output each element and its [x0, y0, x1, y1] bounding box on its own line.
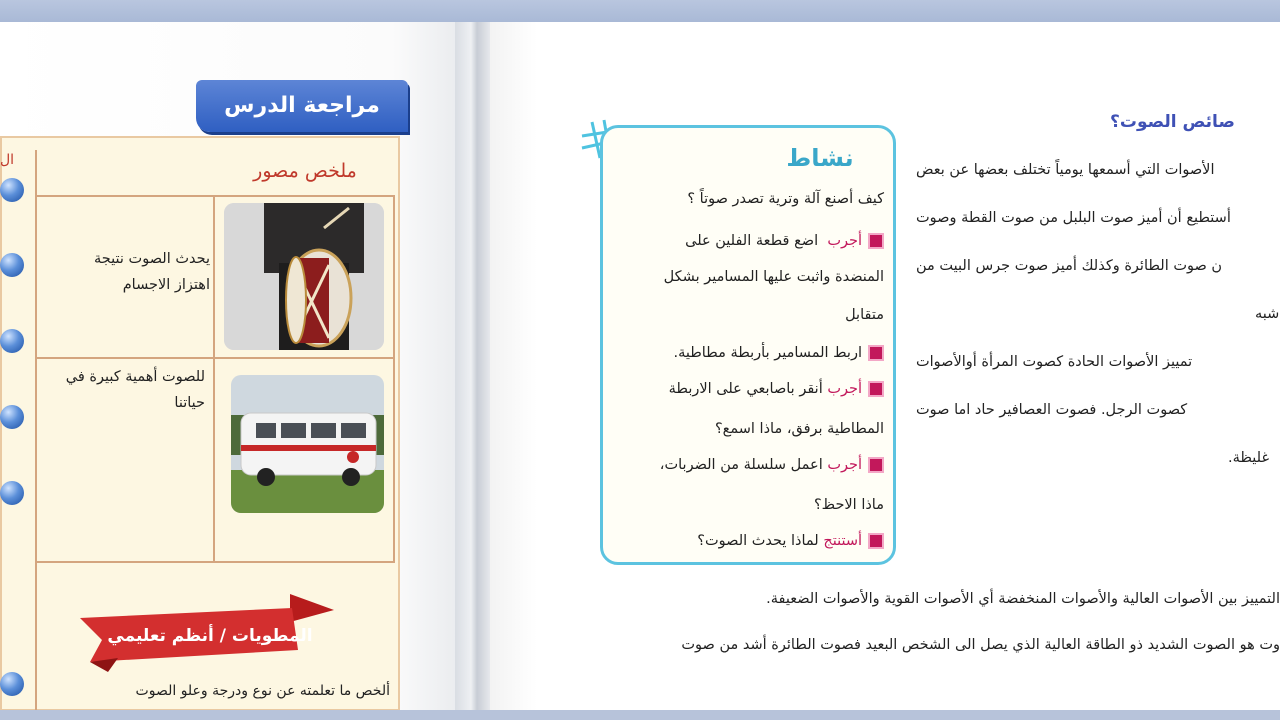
step3-text: أنقر باصابعي على الاربطة [668, 381, 823, 397]
activity-step3-cont: المطاطية برفق، ماذا اسمع؟ [714, 421, 884, 437]
table-divider [35, 195, 395, 197]
activity-step4-cont: ماذا الاحظ؟ [813, 497, 884, 513]
blue-bullet [0, 481, 24, 505]
summary-header: ملخص مصور [253, 160, 357, 182]
bottom-line-1: التمييز بين الأصوات العالية والأصوات المنخفضة أي الأصوات القوية والأصوات الضعيفة. [766, 591, 1280, 607]
ambulance-photo [231, 375, 384, 513]
right-column [910, 100, 1280, 480]
blue-bullet [0, 329, 24, 353]
blue-bullet [0, 405, 24, 429]
section-heading: صائص الصوت؟ [1110, 112, 1235, 132]
blue-bullet [0, 672, 24, 696]
row1-text: يحدث الصوت نتيجة اهتزاز الاجسام [94, 251, 210, 293]
step-marker-icon [868, 533, 884, 549]
row2-text: للصوت أهمية كبيرة في حياتنا [65, 369, 205, 411]
activity-step5 [697, 533, 884, 549]
top-bar [0, 0, 1280, 22]
blue-bullet [0, 178, 24, 202]
bottom-text [575, 585, 1280, 665]
step5-text: لماذا يحدث الصوت؟ [697, 533, 819, 549]
activity-title: نشاط [786, 144, 854, 172]
body-line-6: كصوت الرجل. فصوت العصافير حاد اما صوت [916, 402, 1188, 418]
step1-text: اضع قطعة الفلين على [685, 233, 819, 249]
cut-header: ال [0, 152, 15, 168]
body-line-3: ن صوت الطائرة وكذلك أميز صوت جرس البيت من [916, 258, 1223, 274]
step-marker-icon [868, 345, 884, 361]
book-gutter [455, 22, 495, 712]
body-line-1: الأصوات التي أسمعها يومياً تختلف بعضها عن بعض [916, 162, 1215, 178]
table-divider [35, 150, 37, 710]
activity-question: كيف أصنع آلة وترية تصدر صوتاً ؟ [687, 191, 884, 207]
step5-label: أستنتج [823, 533, 862, 549]
activity-step1-cont1: المنضدة واثبت عليها المسامير بشكل [663, 269, 884, 285]
table-divider [35, 561, 395, 563]
activity-step1-cont2: متقابل [845, 307, 884, 323]
foldables-desc: ألخص ما تعلمته عن نوع ودرجة وعلو الصوت [135, 683, 390, 699]
activity-content [612, 185, 884, 555]
bottom-bar [0, 710, 1280, 720]
body-line-5: تمييز الأصوات الحادة كصوت المرأة أوالأصوات [916, 354, 1193, 370]
bottom-line-2: وت هو الصوت الشديد ذو الطاقة العالية الذي يصل الى الشخص البعيد فصوت الطائرة أشد من صوت [681, 637, 1280, 653]
activity-step4 [660, 457, 884, 473]
step-marker-icon [868, 457, 884, 473]
activity-step1 [685, 233, 884, 249]
table-divider [393, 195, 395, 563]
activity-step2 [673, 345, 884, 361]
foldables-label: المطويات / أنظم تعليمي [107, 626, 313, 646]
step1-label: أجرب [827, 233, 862, 249]
step-marker-icon [868, 381, 884, 397]
step3-label: أجرب [827, 381, 862, 397]
table-divider [35, 357, 395, 359]
step4-text: اعمل سلسلة من الضربات، [659, 457, 823, 473]
body-line-4: شبه [1255, 306, 1280, 322]
blue-bullet [0, 253, 24, 277]
activity-step3 [669, 381, 884, 397]
review-title: مراجعة الدرس [196, 80, 408, 132]
step-marker-icon [868, 233, 884, 249]
drum-photo [224, 203, 384, 350]
body-line-2: أستطيع أن أميز صوت البلبل من صوت القطة وصوت [916, 210, 1231, 226]
table-divider [213, 195, 215, 563]
step4-label: أجرب [827, 457, 862, 473]
body-line-7: غليظة. [1228, 450, 1270, 466]
step2-text: اربط المسامير بأربطة مطاطية. [673, 345, 862, 361]
